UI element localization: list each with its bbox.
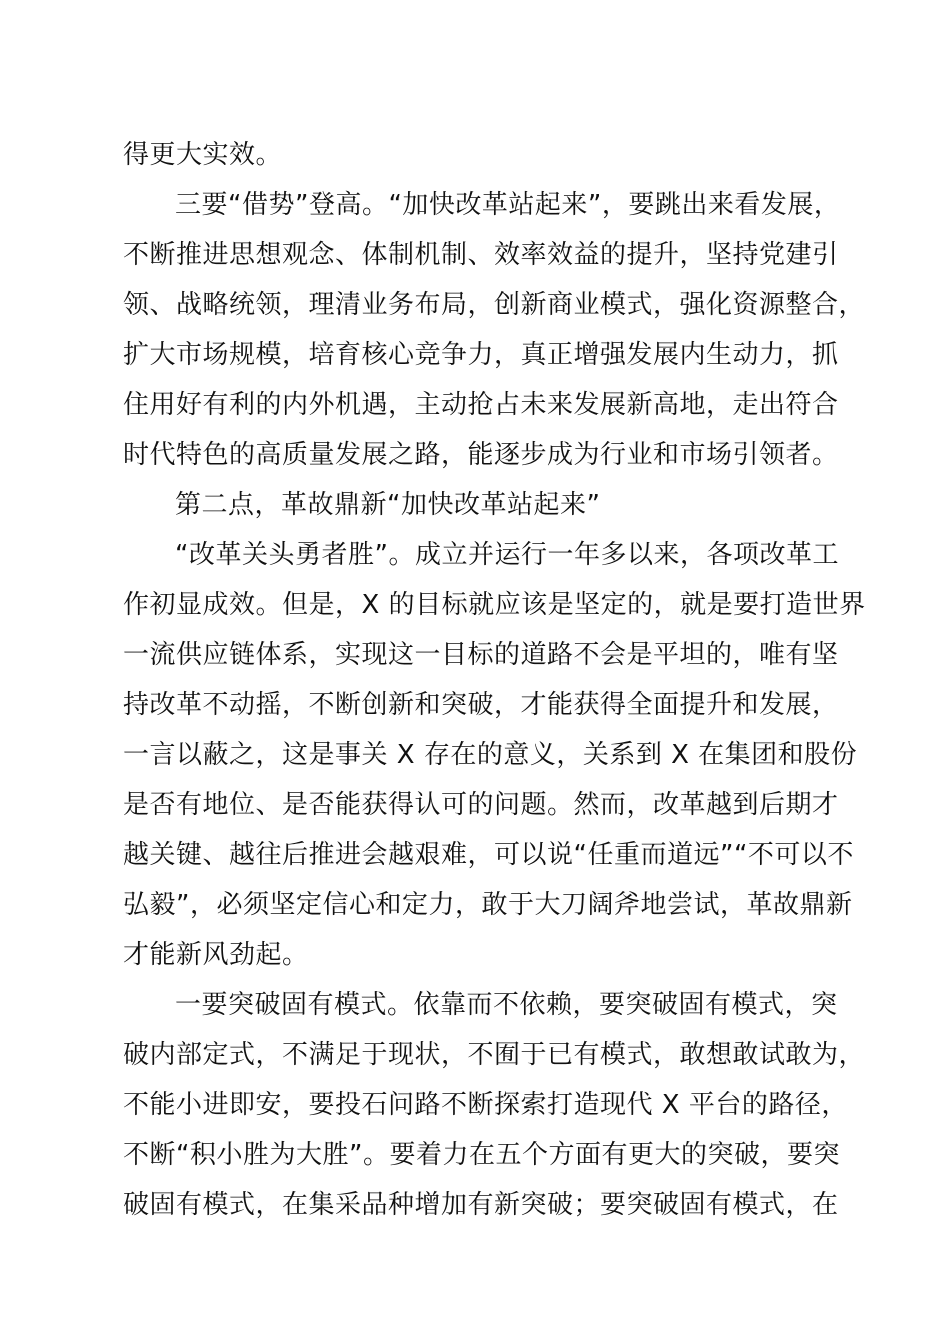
text-line: 越关键、越往后推进会越艰难，可以说“任重而道远”“不可以不 — [123, 840, 854, 870]
text-line: 时代特色的高质量发展之路，能逐步成为行业和市场引领者。 — [123, 440, 839, 470]
text-line: 是否有地位、是否能获得认可的问题。然而，改革越到后期才 — [123, 790, 839, 820]
text-line: 持改革不动摇，不断创新和突破，才能获得全面提升和发展， — [123, 690, 839, 720]
text-line: 弘毅”，必须坚定信心和定力，敢于大刀阔斧地尝试，革故鼎新 — [123, 890, 853, 920]
text-line: 扩大市场规模，培育核心竞争力，真正增强发展内生动力，抓 — [123, 340, 839, 370]
text-line: 一流供应链体系，实现这一目标的道路不会是平坦的，唯有坚 — [123, 640, 839, 670]
section-heading: 第二点，革故鼎新“加快改革站起来” — [175, 490, 601, 520]
text-line: 不断推进思想观念、体制机制、效率效益的提升，坚持党建引 — [123, 240, 839, 270]
text-line: 不能小进即安，要投石问路不断探索打造现代 X 平台的路径， — [123, 1090, 848, 1120]
text-line: 作初显成效。但是，X 的目标就应该是坚定的，就是要打造世界 — [123, 590, 866, 620]
text-line: 不断“积小胜为大胜”。要着力在五个方面有更大的突破，要突 — [123, 1140, 840, 1170]
text-line: 领、战略统领，理清业务布局，创新商业模式，强化资源整合， — [123, 290, 866, 320]
text-line: 住用好有利的内外机遇，主动抢占未来发展新高地，走出符合 — [123, 390, 839, 420]
text-line: 得更大实效。 — [123, 140, 283, 170]
text-line: 破固有模式，在集采品种增加有新突破；要突破固有模式，在 — [123, 1190, 839, 1220]
paragraph-first-line: 一要突破固有模式。依靠而不依赖，要突破固有模式，突 — [175, 990, 838, 1020]
text-line: 一言以蔽之，这是事关 X 存在的意义，关系到 X 在集团和股份 — [123, 740, 858, 770]
paragraph-first-line: “改革关头勇者胜”。成立并运行一年多以来，各项改革工 — [175, 540, 839, 570]
paragraph-first-line: 三要“借势”登高。“加快改革站起来”，要跳出来看发展， — [175, 190, 841, 220]
text-line: 才能新风劲起。 — [123, 940, 309, 970]
text-line: 破内部定式，不满足于现状，不囿于已有模式，敢想敢试敢为， — [123, 1040, 866, 1070]
